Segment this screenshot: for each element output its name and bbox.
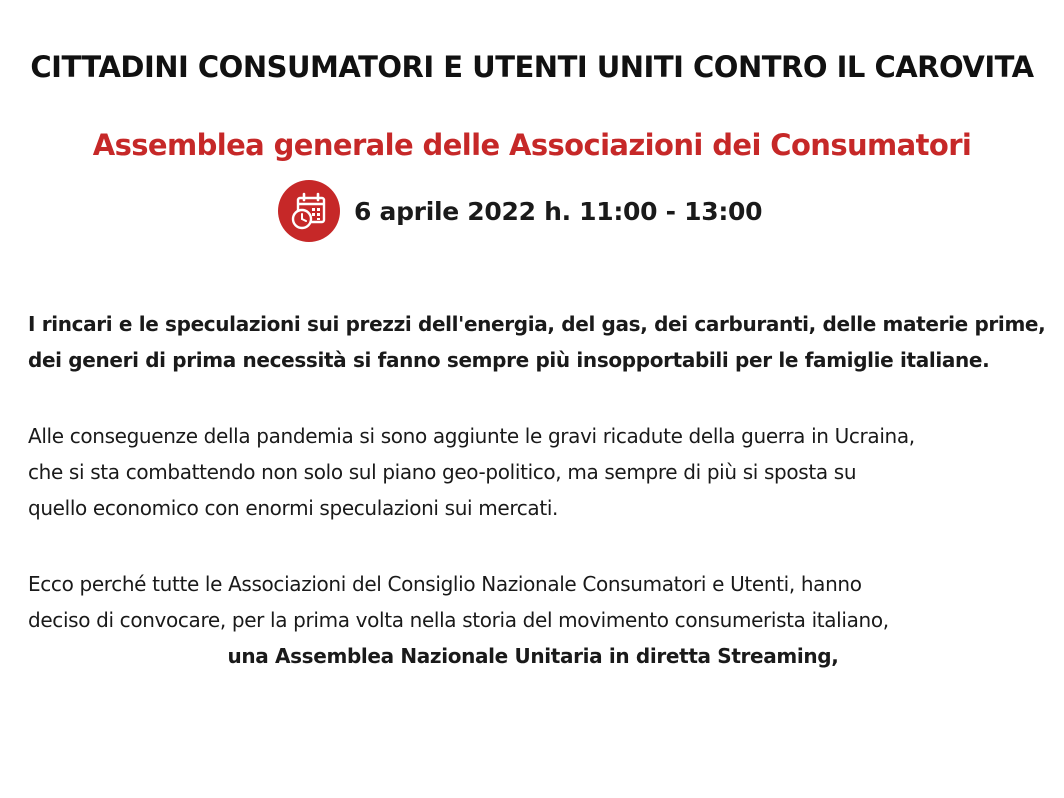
event-date: 6 aprile 2022 h. 11:00 - 13:00 xyxy=(354,196,763,226)
paragraph-assemblea xyxy=(28,566,1048,674)
event-subtitle: Assemblea generale delle Associazioni dei Consumatori xyxy=(92,128,972,162)
paragraph-pandemia xyxy=(28,418,1048,526)
event-date-row xyxy=(278,180,762,242)
text-line: dei generi di prima necessità si fanno sempre più insopportabili per le famiglie italiane. xyxy=(28,348,990,372)
calendar-clock-icon xyxy=(278,180,340,242)
text-line: Alle conseguenze della pandemia si sono aggiunte le gravi ricadute della guerra in Ucraina, xyxy=(28,424,915,448)
text-line: che si sta combattendo non solo sul piano geo-politico, ma sempre di più si sposta su xyxy=(28,460,857,484)
assembly-emphasis: una Assemblea Nazionale Unitaria in diretta Streaming, xyxy=(227,644,839,668)
text-line: quello economico con enormi speculazioni sui mercati. xyxy=(28,496,559,520)
text-line: Ecco perché tutte le Associazioni del Consiglio Nazionale Consumatori e Utenti, hanno xyxy=(28,572,862,596)
text-line: deciso di convocare, per la prima volta nella storia del movimento consumerista italiano, xyxy=(28,608,889,632)
text-line: I rincari e le speculazioni sui prezzi dell'energia, del gas, dei carburanti, delle materie prime, xyxy=(28,312,1046,336)
paragraph-rincari xyxy=(28,306,1048,378)
page-title: CITTADINI CONSUMATORI E UTENTI UNITI CONTRO IL CAROVITA xyxy=(30,50,1034,84)
